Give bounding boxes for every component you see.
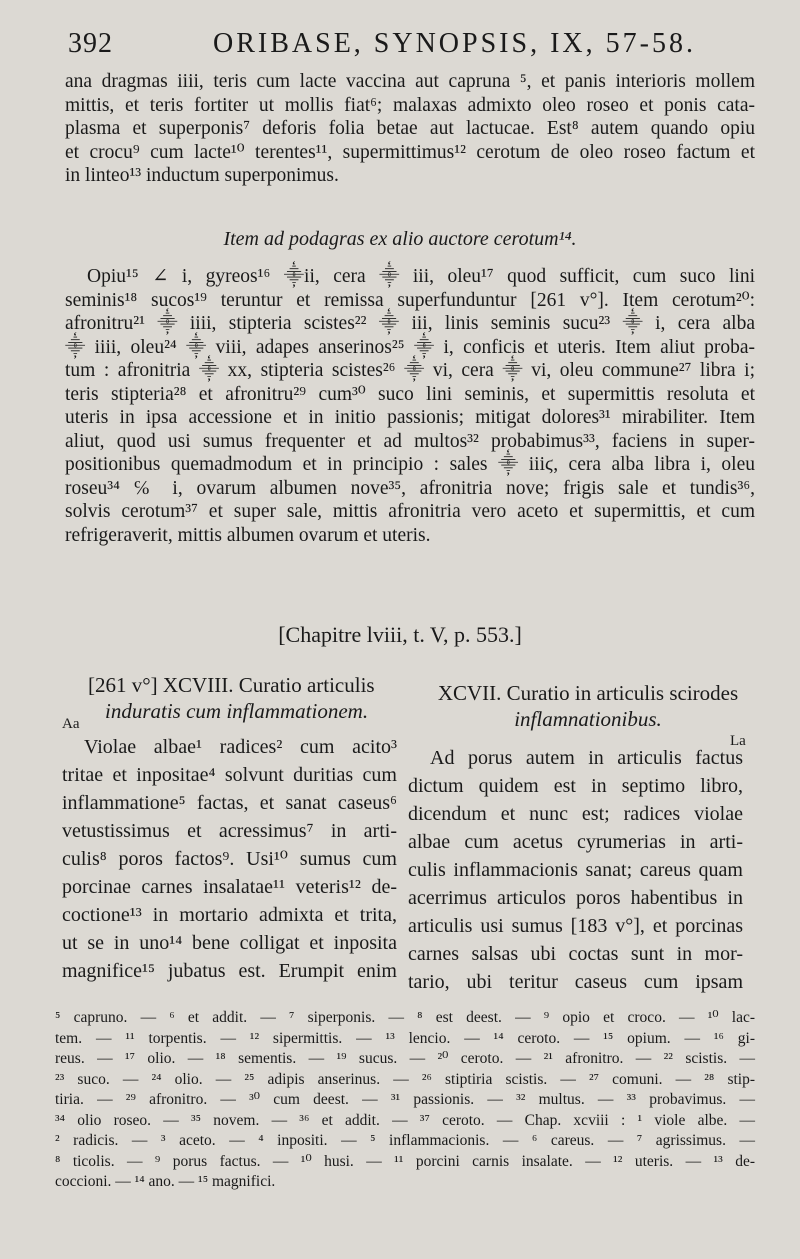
- text-line: afronitru²¹ ⸎ iiii, stipteria scistes²² ⸎ iii, linis seminis sucu²³ ⸎ i, cera alba: [65, 313, 755, 334]
- text-line: mittis, et teris fortiter ut mollis fiat⁶; malaxas admixto oleo roseo et ponis cata-: [65, 94, 755, 116]
- left-column-title: [60, 672, 400, 724]
- text-line: coctione¹³ in mortario admixta et trita,: [62, 904, 397, 926]
- main-paragraph: [65, 265, 755, 547]
- text-line: tum : afronitria ⸎ xx, stipteria scistes²⁶ ⸎ vi, cera ⸎ vi, oleu commune²⁷ libra i;: [65, 360, 755, 381]
- right-title-line1: XCVII. Curatio in articulis scirodes: [437, 681, 739, 705]
- text-line: magnifice¹⁵ jubatus est. Erumpit enim: [62, 960, 397, 982]
- footnote-line: ²³ suco. — ²⁴ olio. — ²⁵ adipis anserinus. — ²⁶ stiptiria scistis. — ²⁷ comuni. — ²⁸ stip-: [55, 1070, 755, 1088]
- footnote-line: ⁵ capruno. — ⁶ et addit. — ⁷ siperponis. — ⁸ est deest. — ⁹ opio et croco. — ¹⁰ lac-: [55, 1009, 755, 1026]
- text-line: Opiu¹⁵ ∠ i, gyreos¹⁶ ⸎ii, cera ⸎ iii, oleu¹⁷ quod sufficit, cum suco lini: [87, 266, 755, 287]
- footnote-line: coccioni. — ¹⁴ ano. — ¹⁵ magnifici.: [55, 1173, 276, 1190]
- text-line: vetustissimus et acressimus⁷ in arti-: [62, 820, 397, 842]
- text-line: albae cum acetus cyrumerias in arti-: [408, 831, 743, 853]
- text-line: Ad porus autem in articulis factus: [430, 747, 743, 769]
- footnote-line: ⁸ ticolis. — ⁹ porus factus. — ¹⁰ husi. — ¹¹ porcini carnis insalate. — ¹² uteris. — ¹³ de-: [55, 1152, 755, 1170]
- text-line: dictum quidem est in septimo libro,: [408, 775, 743, 797]
- text-line: culis inflammacionis sanat; careus quam: [408, 859, 743, 881]
- section-title: Item ad podagras ex alio auctore cerotum¹⁴.: [223, 228, 577, 250]
- text-line: inflammatione⁵ factas, et sanat caseus⁶: [62, 792, 397, 814]
- top-paragraph: [65, 70, 755, 188]
- page-header: [68, 28, 768, 68]
- footnote-line: ² radicis. — ³ aceto. — ⁴ inpositi. — ⁵ inflammacionis. — ⁶ careus. — ⁷ agrissimus. —: [55, 1132, 755, 1149]
- left-title-line2: induratis cum inflammationem.: [105, 699, 369, 723]
- text-line: aliut, quod usi sumus frequenter et ad multos³² probabimus³³, faciens in super-: [65, 430, 755, 452]
- text-line: roseu³⁴ ℅ i, ovarum albumen nove³⁵, afronitria nove; frigis sale et tundis³⁶,: [65, 477, 755, 499]
- footnote-line: tem. — ¹¹ torpentis. — ¹² sipermittis. — ¹³ lencio. — ¹⁴ ceroto. — ¹⁵ opium. — ¹⁶ gi-: [55, 1029, 755, 1047]
- text-line: tritae et inpositae⁴ solvunt duritias cum: [62, 764, 397, 786]
- text-line: carnes salsas ubi coctas sunt in mor-: [408, 943, 743, 965]
- text-line: in linteo¹³ inductum superponimus.: [65, 165, 339, 186]
- text-line: et crocu⁹ cum lacte¹⁰ terentes¹¹, supermittimus¹² cerotum de oleo roseo factum et: [65, 141, 755, 163]
- left-title-line1: [261 v°] XCVIII. Curatio articulis: [88, 673, 375, 697]
- margin-tag-right: La: [730, 733, 746, 749]
- right-column-title: [418, 680, 758, 732]
- margin-tag-left: Aa: [62, 716, 80, 732]
- footnotes: [55, 1008, 755, 1193]
- page-number: 392: [68, 28, 113, 59]
- text-line: porcinae carnes insalatae¹¹ veteris¹² de-: [62, 876, 397, 898]
- text-line: ut se in uno¹⁴ bene colligat et inposita: [62, 932, 397, 954]
- text-line: uteris in ipsa accessione et in initio passionis; mitigat dolores³¹ mirabiliter. Item: [65, 407, 755, 428]
- text-line: acerrimus articulos poros habentibus in: [408, 887, 743, 909]
- text-line: refrigeraverit, mittis albumen ovarum et uteris.: [65, 524, 431, 546]
- text-line: Violae albae¹ radices² cum acito³: [84, 736, 397, 758]
- text-line: ⸎ iiii, oleu²⁴ ⸎ viii, adapes anserinos²⁵ ⸎ i, conficis et uteris. Item aliut proba-: [65, 336, 755, 358]
- text-line: culis⁸ poros factos⁹. Usi¹⁰ sumus cum: [62, 848, 397, 870]
- left-column-text: [62, 733, 397, 985]
- footnote-line: tiria. — ²⁹ afronitro. — ³⁰ cum deest. — ³¹ passionis. — ³² multus. — ³³ probavimus. —: [55, 1091, 755, 1108]
- text-line: dicendum et nunc est; radices violae: [408, 803, 743, 825]
- running-title: ORIBASE, SYNOPSIS, IX, 57-58.: [213, 28, 696, 59]
- text-line: plasma et superponis⁷ deforis folia betae aut lactucae. Est⁸ autem quando opiu: [65, 118, 755, 139]
- footnote-line: reus. — ¹⁷ olio. — ¹⁸ sementis. — ¹⁹ sucus. — ²⁰ ceroto. — ²¹ afronitro. — ²² scistis. —: [55, 1050, 755, 1067]
- chapter-heading: [Chapitre lviii, t. V, p. 553.]: [278, 622, 522, 647]
- right-title-line2: inflamnationibus.: [514, 707, 662, 731]
- text-line: articulis usi sumus [183 v°], et porcinas: [408, 915, 743, 937]
- text-line: teris stipteria²⁸ et afronitru²⁹ cum³⁰ suco lini seminis, et supermittis resoluta et: [65, 383, 755, 405]
- text-line: positionibus quemadmodum et in principio : sales ⸎ iiiϛ, cera alba libra i, oleu: [65, 454, 755, 475]
- footnote-line: ³⁴ olio roseo. — ³⁵ novem. — ³⁶ et addit. — ³⁷ ceroto. — Chap. xcviii : ¹ viole albe. —: [55, 1111, 755, 1129]
- text-line: seminis¹⁸ sucos¹⁹ teruntur et remissa superfunduntur [261 v°]. Item cerotum²⁰:: [65, 289, 755, 311]
- text-line: solvis cerotum³⁷ et super sale, mittis afronitria vero aceto et supermittis, et cum: [65, 501, 755, 522]
- right-column-text: [408, 744, 743, 996]
- text-line: tario, ubi teritur caseus cum ipsam: [408, 971, 743, 993]
- text-line: ana dragmas iiii, teris cum lacte vaccina aut capruna ⁵, et panis interioris mollem: [65, 71, 755, 92]
